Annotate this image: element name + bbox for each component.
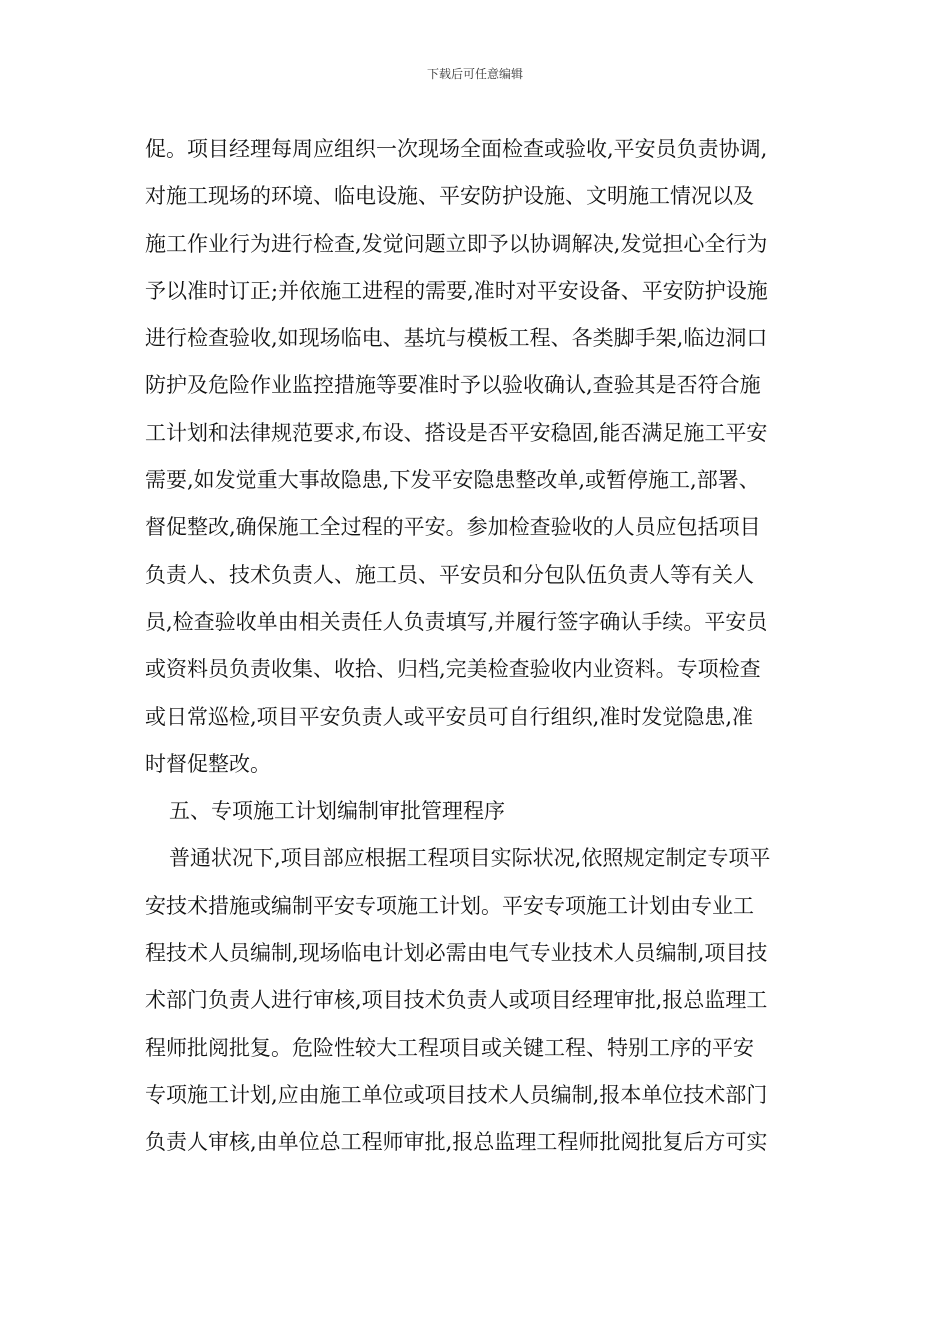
body-text	[145, 126, 815, 1167]
text-line: 或资料员负责收集、收拾、归档,完美检查验收内业资料。专项检查	[145, 657, 761, 682]
page-header: 下载后可任意编辑	[426, 67, 523, 81]
text-line: 程技术人员编制,现场临电计划必需由电气专业技术人员编制,项目技	[145, 941, 768, 966]
text-line: 督促整改,确保施工全过程的平安。参加检查验收的人员应包括项目	[145, 515, 761, 540]
text-line: 负责人审核,由单位总工程师审批,报总监理工程师批阅批复后方可实	[145, 1130, 768, 1155]
text-line: 负责人、技术负责人、施工员、平安员和分包队伍负责人等有关人	[145, 562, 754, 587]
text-line: 进行检查验收,如现场临电、基坑与模板工程、各类脚手架,临边洞口	[145, 326, 768, 351]
text-line: 需要,如发觉重大事故隐患,下发平安隐患整改单,或暂停施工,部署、	[145, 468, 760, 493]
text-line: 促。项目经理每周应组织一次现场全面检查或验收,平安员负责协调,	[145, 137, 768, 161]
text-line: 对施工现场的环境、临电设施、平安防护设施、文明施工情况以及	[145, 184, 754, 209]
text-line: 程师批阅批复。危险性较大工程项目或关键工程、特别工序的平安	[145, 1035, 754, 1060]
text-line: 专项施工计划,应由施工单位或项目技术人员编制,报本单位技术部门	[145, 1082, 768, 1107]
text-line: 工计划和法律规范要求,布设、搭设是否平安稳固,能否满足施工平安	[145, 420, 768, 445]
text-line: 或日常巡检,项目平安负责人或平安员可自行组织,准时发觉隐患,准	[145, 704, 754, 729]
text-line: 予以准时订正;并依施工进程的需要,准时对平安设备、平安防护设施	[145, 278, 768, 303]
text-line: 术部门负责人进行审核,项目技术负责人或项目经理审批,报总监理工	[145, 988, 768, 1013]
text-line: 普通状况下,项目部应根据工程项目实际状况,依照规定制定专项平	[169, 846, 771, 871]
text-line: 员,检查验收单由相关责任人负责填写,并履行签字确认手续。平安员	[145, 609, 768, 634]
text-line: 施工作业行为进行检查,发觉问题立即予以协调解决,发觉担心全行为	[145, 231, 768, 256]
text-line: 安技术措施或编制平安专项施工计划。平安专项施工计划由专业工	[145, 893, 754, 918]
text-line: 防护及危险作业监控措施等要准时予以验收确认,查验其是否符合施	[145, 373, 761, 398]
text-line: 时督促整改。	[145, 751, 271, 776]
text-line: 五、专项施工计划编制审批管理程序	[169, 799, 505, 824]
